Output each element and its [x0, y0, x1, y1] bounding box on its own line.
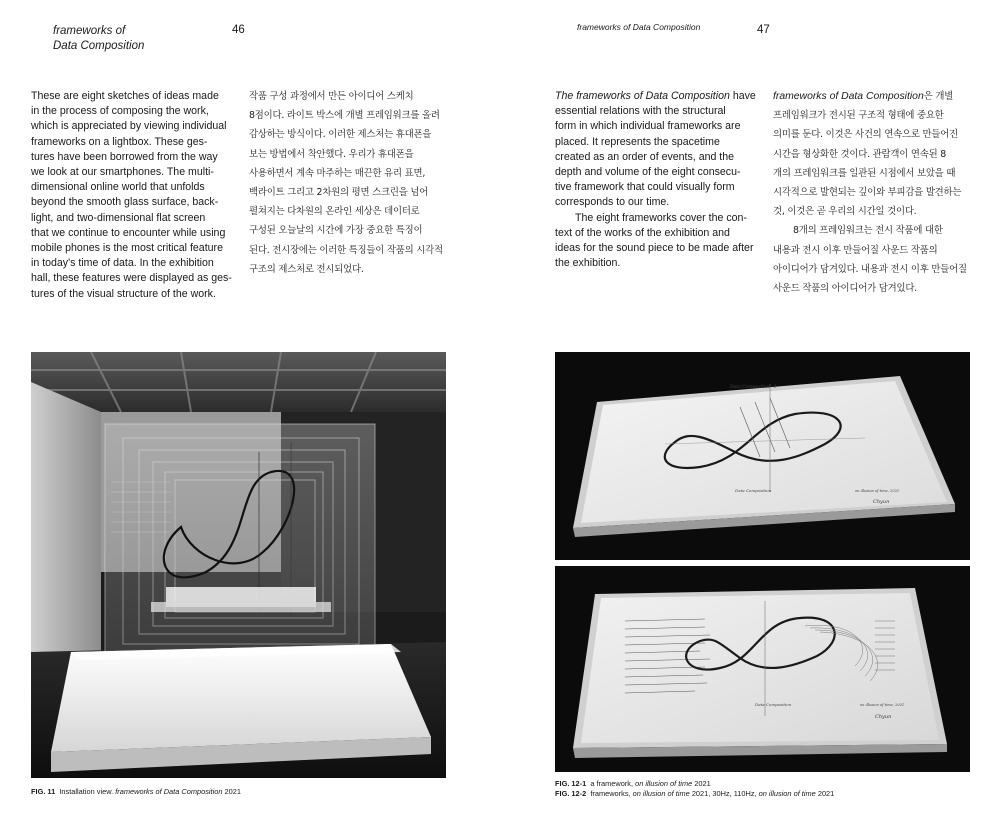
text-line: beyond the smooth glass surface, back- [31, 196, 219, 209]
text-line: corresponds to our time. [555, 196, 670, 209]
right-english-paragraph-1 [555, 89, 760, 211]
fig-12-2-caption [555, 789, 834, 799]
fig-12-1-caption [555, 779, 711, 789]
sheet-title: Data Composition -1 [730, 385, 777, 390]
caption-work-title: on illusion of time [632, 789, 690, 798]
left-running-title [53, 24, 144, 54]
text-line: form in which individual frameworks are [555, 120, 741, 133]
text-line: 보는 방법에서 착안했다. 우리가 휴대폰을 [249, 148, 414, 160]
text-line: hall, these features were displayed as ges- [31, 272, 232, 285]
text-line: placed. It represents the spacetime [555, 135, 720, 148]
right-english-column [555, 89, 760, 271]
text-line: have [729, 90, 756, 102]
signature: Chyun [873, 499, 890, 505]
text-line: that we continue to encounter while using [31, 226, 226, 239]
text-line: 된다. 전시장에는 이러한 특징들이 작품의 시각적 [249, 244, 443, 256]
caption-year: 2021 [694, 779, 711, 788]
sheet-caption: Data Composition [755, 702, 792, 707]
text-line: essential relations with the structural [555, 105, 726, 118]
caption-work-title: on illusion of time [758, 789, 816, 798]
text-line: 8개의 프레임워크는 전시 작품에 대한 [793, 225, 943, 237]
right-running-title: frameworks of Data Composition [577, 22, 701, 32]
sheet-note: on illusion of time, 2021 [855, 489, 900, 493]
caption-work-title: frameworks of Data Composition [115, 787, 223, 796]
left-running-title-line-1: frameworks of [53, 25, 126, 37]
text-line: 작품 구성 과정에서 만든 아이디어 스케치 [249, 91, 414, 102]
caption-year: 2021 [817, 789, 835, 798]
sheet-caption: Data Composition [735, 488, 772, 493]
text-line: 것, 이것은 곧 우리의 시간일 것이다. [773, 206, 917, 218]
work-title-italic: frameworks of Data Composition [773, 91, 924, 102]
left-english-paragraph [31, 89, 241, 302]
caption-work-title: on illusion of time [635, 779, 693, 788]
work-title-italic: The frameworks of Data Composition [555, 90, 730, 102]
figure-label: FIG. 12-2 [555, 789, 587, 798]
text-line: we look at our smartphones. The multi- [31, 166, 214, 179]
text-line: 구조의 제스처로 전시되었다. [249, 263, 364, 275]
text-line: which is appreciated by viewing individual [31, 120, 227, 133]
text-line: 백라이트 그리고 2차원의 평면 스크린을 넘어 [249, 187, 429, 199]
right-korean-paragraph-1 [773, 87, 973, 221]
text-line: 구성된 오늘날의 시간에 가장 중요한 특징이 [249, 225, 423, 237]
text-line: 펼쳐지는 다차원의 온라인 세상은 데이터로 [249, 206, 420, 218]
caption-text: frameworks, [590, 789, 631, 798]
fig-11-caption [31, 787, 241, 797]
right-page-number: 47 [757, 24, 770, 36]
text-line: 시각적으로 발현되는 깊이와 부피감을 발견하는 [773, 187, 962, 199]
left-running-title-line-2: Data Composition [53, 40, 145, 52]
left-english-column [31, 89, 241, 302]
text-line: 시간을 형상화한 것이다. 관람객이 연속된 8 [773, 148, 947, 160]
text-line: text of the works of the exhibition and [555, 226, 730, 239]
framework-photo-1 [555, 352, 970, 560]
text-line: These are eight sketches of ideas made [31, 90, 219, 102]
text-line: 사운드 작품의 아이디어가 담겨있다. [773, 283, 917, 295]
text-line: depth and volume of the eight consecu- [555, 166, 741, 179]
right-korean-paragraph-2 [773, 221, 973, 298]
text-line: light, and two-dimensional flat screen [31, 211, 206, 224]
text-line: mobile phones is the most critical feature [31, 242, 223, 255]
text-line: ideas for the sound piece to be made after [555, 242, 754, 255]
right-korean-column [773, 87, 973, 298]
caption-detail: 2021, 30Hz, 110Hz, [691, 789, 757, 798]
text-line: tures of the visual structure of the work. [31, 287, 216, 300]
text-line: frameworks on a lightbox. These ges- [31, 135, 208, 148]
text-line: 사용하면서 계속 마주하는 매끈한 유리 표면, [249, 167, 426, 179]
text-line: 프레임워크가 전시된 구조적 형태에 중요한 [773, 110, 944, 122]
figure-label: FIG. 12-1 [555, 779, 587, 788]
right-english-paragraph-2 [555, 211, 760, 272]
signature: Chyun [875, 714, 892, 720]
left-page-number: 46 [232, 24, 245, 36]
left-korean-column [249, 87, 469, 279]
left-korean-paragraph [249, 87, 469, 279]
text-line: 은 개별 [923, 91, 954, 102]
text-line: 개의 프레임워크를 일관된 시점에서 보았을 때 [773, 167, 956, 179]
caption-year: 2021 [224, 787, 241, 796]
caption-text: Installation view. [59, 787, 114, 796]
caption-text: a framework, [590, 779, 634, 788]
text-line: in today's time of data. In the exhibition [31, 257, 214, 270]
figure-label: FIG. 11 [31, 787, 56, 796]
text-line: 아이디어가 담겨있다. 내용과 전시 이후 만들어질 [773, 263, 967, 275]
text-line: tures have been borrowed from the way [31, 150, 218, 163]
framework-photo-2 [555, 566, 970, 772]
text-line: tive framework that could visually form [555, 181, 735, 194]
installation-photo [31, 352, 446, 778]
text-line: in the process of composing the work, [31, 105, 209, 118]
text-line: created as an order of events, and the [555, 150, 735, 163]
text-line: The eight frameworks cover the con- [575, 211, 747, 224]
text-line: 8점이다. 라이트 박스에 개별 프레임워크를 올려 [249, 110, 440, 122]
text-line: 내용과 전시 이후 만들어질 사운드 작품의 [773, 244, 938, 256]
text-line: dimensional online world that unfolds [31, 181, 205, 194]
text-line: the exhibition. [555, 257, 621, 270]
sheet-note: on illusion of time, 2021 [860, 703, 905, 707]
text-line: 의미를 둔다. 이것은 사건의 연속으로 만들어진 [773, 129, 958, 141]
text-line: 감상하는 방식이다. 이러한 제스처는 휴대폰을 [249, 129, 432, 141]
